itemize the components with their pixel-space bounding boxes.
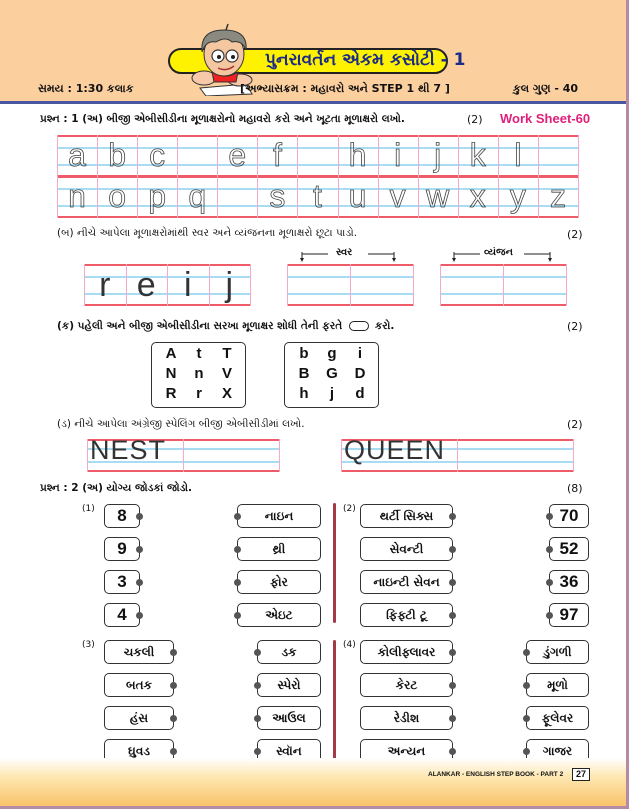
match-right-item[interactable] (237, 537, 321, 561)
q1d-instruction: (ડ) નીચે આપેલા અંગ્રેજી સ્પેલિંગ બીજી એબીસીડીમાં લખો. (57, 418, 305, 430)
traced-letter: k (469, 137, 486, 173)
connector-dot-icon[interactable] (234, 513, 241, 520)
traced-letter: c (149, 137, 166, 173)
match-left-item[interactable] (360, 706, 453, 730)
match-left-item[interactable] (360, 570, 453, 594)
group-number: (4) (343, 640, 356, 650)
traced-letter: q (188, 178, 207, 214)
connector-dot-icon[interactable] (170, 682, 177, 689)
connector-dot-icon[interactable] (546, 546, 553, 553)
footer-band (0, 758, 626, 806)
traced-letter: s (269, 178, 286, 214)
connector-dot-icon[interactable] (523, 715, 530, 722)
connector-dot-icon[interactable] (136, 579, 143, 586)
connector-dot-icon[interactable] (449, 546, 456, 553)
match-right-item[interactable] (237, 603, 321, 627)
connector-dot-icon[interactable] (523, 649, 530, 656)
divider-top (333, 503, 336, 623)
q1a-marks: (2) (467, 113, 483, 126)
match-right-label: સ્વૉન (276, 743, 302, 758)
total-marks: કુલ ગુણ - 40 (513, 82, 579, 95)
ruled-cell-divider (341, 439, 342, 472)
ruled-cell-divider (250, 264, 251, 306)
match-right-label: એઇટ (265, 607, 293, 622)
letter-option[interactable]: T (222, 345, 232, 362)
letter-option[interactable]: B (298, 365, 310, 382)
match-right-item[interactable] (549, 570, 589, 594)
letter-option[interactable]: t (196, 345, 202, 362)
ruled-cell-divider (573, 439, 574, 472)
traced-letter: b (108, 137, 126, 173)
connector-dot-icon[interactable] (449, 649, 456, 656)
letter-box-2 (284, 342, 379, 408)
traced-letter: i (394, 137, 402, 173)
traced-letter: u (348, 178, 367, 214)
q1b-marks: (2) (567, 228, 583, 241)
traced-letter: x (469, 178, 486, 214)
traced-letter: o (108, 178, 126, 214)
connector-dot-icon[interactable] (254, 649, 261, 656)
match-right-label: આઉલ (272, 710, 306, 725)
book-title: ALANKAR - ENGLISH STEP BOOK - PART 2 (428, 771, 564, 778)
match-right-item[interactable] (237, 570, 321, 594)
letter-option[interactable]: b (299, 345, 309, 362)
given-letter: i (183, 266, 192, 304)
connector-dot-icon[interactable] (254, 715, 261, 722)
traced-letter: z (549, 178, 566, 214)
letter-option[interactable]: i (357, 345, 363, 362)
traced-letter: y (509, 178, 526, 214)
ruled-cell-divider (297, 135, 298, 177)
match-right-item[interactable] (549, 504, 589, 528)
match-right-label: 70 (559, 506, 579, 525)
spelling-word-1: NEST (90, 435, 167, 465)
match-left-label: ઘુવડ (128, 743, 150, 758)
connector-dot-icon[interactable] (449, 612, 456, 619)
spelling-word-2: QUEEN (344, 435, 446, 465)
connector-dot-icon[interactable] (449, 513, 456, 520)
connector-dot-icon[interactable] (254, 748, 261, 755)
letter-option[interactable]: X (221, 385, 232, 402)
match-right-item[interactable] (257, 706, 321, 730)
traced-letter: f (272, 137, 282, 173)
match-left-label: 9 (117, 539, 127, 558)
ruled-cell-divider (217, 176, 218, 218)
header-band (0, 0, 626, 104)
connector-dot-icon[interactable] (234, 612, 241, 619)
ruled-cell-divider (578, 176, 579, 218)
ruled-cell-divider (566, 264, 567, 306)
match-right-label: ગાજર (542, 743, 573, 758)
letter-option[interactable]: r (196, 385, 202, 402)
exam-time: સમય : 1:30 કલાક (38, 82, 134, 95)
group-number: (3) (82, 640, 95, 650)
match-left-label: બતક (125, 677, 153, 692)
connector-dot-icon[interactable] (234, 546, 241, 553)
ruled-cell-divider (457, 439, 458, 472)
match-left-label: 4 (117, 605, 127, 624)
ruled-cell-divider (538, 135, 539, 177)
letter-option[interactable]: V (221, 365, 232, 382)
match-right-label: સ્પેરો (277, 677, 301, 692)
traced-letter: h (348, 137, 367, 173)
match-left-item[interactable] (104, 504, 140, 528)
match-left-item[interactable] (360, 504, 453, 528)
match-left-item[interactable] (104, 706, 174, 730)
connector-dot-icon[interactable] (136, 546, 143, 553)
q1b-instruction: (બ) નીચે આપેલા મૂળાક્ષરોમાંથી સ્વર અને વ્યંજનના મૂળાક્ષરો છૂટા પાડો. (57, 227, 358, 239)
letter-option[interactable]: R (165, 385, 177, 402)
letter-box-1 (151, 342, 246, 408)
ruled-cell-divider (287, 264, 288, 306)
group-number: (1) (82, 504, 95, 514)
letter-option[interactable]: G (326, 365, 338, 382)
match-left-label: હંસ (129, 710, 149, 725)
match-right-item[interactable] (526, 673, 589, 697)
traced-letter: l (514, 137, 522, 173)
match-right-label: નાઇન (264, 508, 294, 523)
match-right-item[interactable] (257, 673, 321, 697)
match-left-item[interactable] (360, 640, 453, 664)
consonant-answer-grid[interactable] (440, 264, 566, 306)
ruled-cell-divider (87, 439, 88, 472)
ruled-red-line (57, 135, 578, 137)
connector-dot-icon[interactable] (546, 579, 553, 586)
ruled-cell-divider (413, 264, 414, 306)
q2-instruction: પ્રશ્ન : 2 (અ) યોગ્ય જોડકાં જોડો. (40, 482, 192, 494)
ruled-cell-divider (440, 264, 441, 306)
connector-dot-icon[interactable] (449, 682, 456, 689)
group-number: (2) (343, 504, 356, 514)
match-right-item[interactable] (237, 504, 321, 528)
connector-dot-icon[interactable] (170, 748, 177, 755)
given-letter: j (225, 266, 234, 304)
ruled-cell-divider (183, 439, 184, 472)
match-right-label: થ્રી (272, 541, 286, 556)
page-number: 27 (572, 768, 590, 781)
connector-dot-icon[interactable] (170, 715, 177, 722)
match-left-item[interactable] (360, 537, 453, 561)
traced-letter: t (313, 178, 322, 214)
ruled-cell-divider (503, 264, 504, 306)
connector-dot-icon[interactable] (546, 513, 553, 520)
letter-option[interactable]: N (165, 365, 177, 382)
letter-option[interactable]: A (165, 345, 177, 362)
match-right-label: ફૂલેવર (541, 710, 574, 725)
q2-marks: (8) (567, 482, 583, 495)
match-left-label: ચકલી (123, 644, 155, 659)
connector-dot-icon[interactable] (234, 579, 241, 586)
ruled-cell-divider (177, 135, 178, 177)
ruled-cell-divider (350, 264, 351, 306)
match-right-label: ફોર (270, 574, 288, 589)
match-left-item[interactable] (104, 603, 140, 627)
match-left-label: ફિફ્ટી ટૂ (386, 607, 427, 622)
match-right-item[interactable] (257, 640, 321, 664)
match-right-label: ડુંગળી (543, 644, 572, 659)
match-left-label: નાઇન્ટી સેવન (373, 574, 440, 589)
connector-dot-icon[interactable] (523, 682, 530, 689)
match-left-label: 3 (117, 572, 127, 591)
match-left-label: સેવન્ટી (389, 541, 424, 556)
alphabet-practice-grid (57, 135, 578, 218)
connector-dot-icon[interactable] (449, 715, 456, 722)
traced-letter: v (389, 178, 406, 214)
traced-letter: e (228, 137, 247, 173)
letter-option[interactable]: n (194, 365, 204, 382)
q1c-marks: (2) (567, 320, 583, 333)
match-left-item[interactable] (104, 537, 140, 561)
consonant-label: વ્યંજન (484, 247, 513, 258)
traced-letter: w (426, 178, 450, 214)
ruled-red-line (57, 216, 578, 218)
given-letter: e (136, 266, 156, 304)
connector-dot-icon[interactable] (136, 513, 143, 520)
match-right-label: ડક (281, 644, 297, 659)
match-left-label: થર્ટી સિક્સ (379, 508, 434, 523)
match-right-item[interactable] (526, 640, 589, 664)
letter-option[interactable]: g (327, 345, 337, 362)
match-left-item[interactable] (104, 570, 140, 594)
match-right-label: મૂળો (547, 677, 568, 692)
match-right-item[interactable] (526, 706, 589, 730)
worksheet-tag: Work Sheet-60 (500, 111, 591, 126)
connector-dot-icon[interactable] (254, 682, 261, 689)
traced-letter: j (434, 137, 442, 173)
connector-dot-icon[interactable] (170, 649, 177, 656)
match-left-label: કેરટ (395, 677, 418, 692)
connector-dot-icon[interactable] (136, 612, 143, 619)
match-right-label: 36 (559, 572, 579, 591)
letters-to-sort-grid (84, 264, 250, 306)
match-left-item[interactable] (104, 673, 174, 697)
letter-option[interactable]: h (299, 385, 309, 402)
q1a-instruction: પ્રશ્ન : 1 (અ) બીજી એબીસીડીના મૂળાક્ષરોનો મહાવરો કરો અને ખૂટતા મૂળાક્ષરો લખો. (40, 113, 405, 125)
match-right-label: 52 (559, 539, 579, 558)
match-right-item[interactable] (549, 603, 589, 627)
match-left-label: અન્યન (387, 743, 426, 758)
match-left-label: 8 (117, 506, 127, 525)
letter-option[interactable]: d (355, 385, 365, 402)
ruled-cell-divider (578, 135, 579, 177)
oval-symbol-icon (349, 321, 369, 331)
q1d-marks: (2) (567, 418, 583, 431)
ruled-cell-divider (279, 439, 280, 472)
syllabus: [અભ્યાસક્રમ : મહાવરો અને STEP 1 થી 7 ] (240, 82, 450, 95)
traced-letter: p (148, 178, 167, 214)
connector-dot-icon[interactable] (449, 579, 456, 586)
traced-letter: n (68, 178, 86, 214)
given-letter: r (99, 266, 111, 304)
match-right-item[interactable] (549, 537, 589, 561)
match-left-item[interactable] (360, 673, 453, 697)
vowel-label: સ્વર (336, 247, 353, 258)
match-right-label: 97 (559, 605, 579, 624)
match-left-item[interactable] (360, 603, 453, 627)
connector-dot-icon[interactable] (449, 748, 456, 755)
letter-option[interactable]: D (354, 365, 366, 382)
match-left-item[interactable] (104, 640, 174, 664)
vowel-answer-grid[interactable] (287, 264, 413, 306)
match-left-label: રેડીશ (393, 710, 420, 725)
connector-dot-icon[interactable] (523, 748, 530, 755)
q1c-instruction: (ક) પહેલી અને બીજી એબીસીડીના સરખા મૂળાક્ષર શોધી તેની ફરતે કરો. (57, 320, 395, 332)
divider-bottom (333, 640, 336, 762)
letter-option[interactable]: j (329, 385, 335, 402)
traced-letter: a (68, 137, 86, 173)
connector-dot-icon[interactable] (546, 612, 553, 619)
page-title: પુનરાવર્તન એકમ કસોટી - 1 (265, 50, 466, 70)
match-left-label: કોલીફ્લાવર (377, 644, 436, 659)
